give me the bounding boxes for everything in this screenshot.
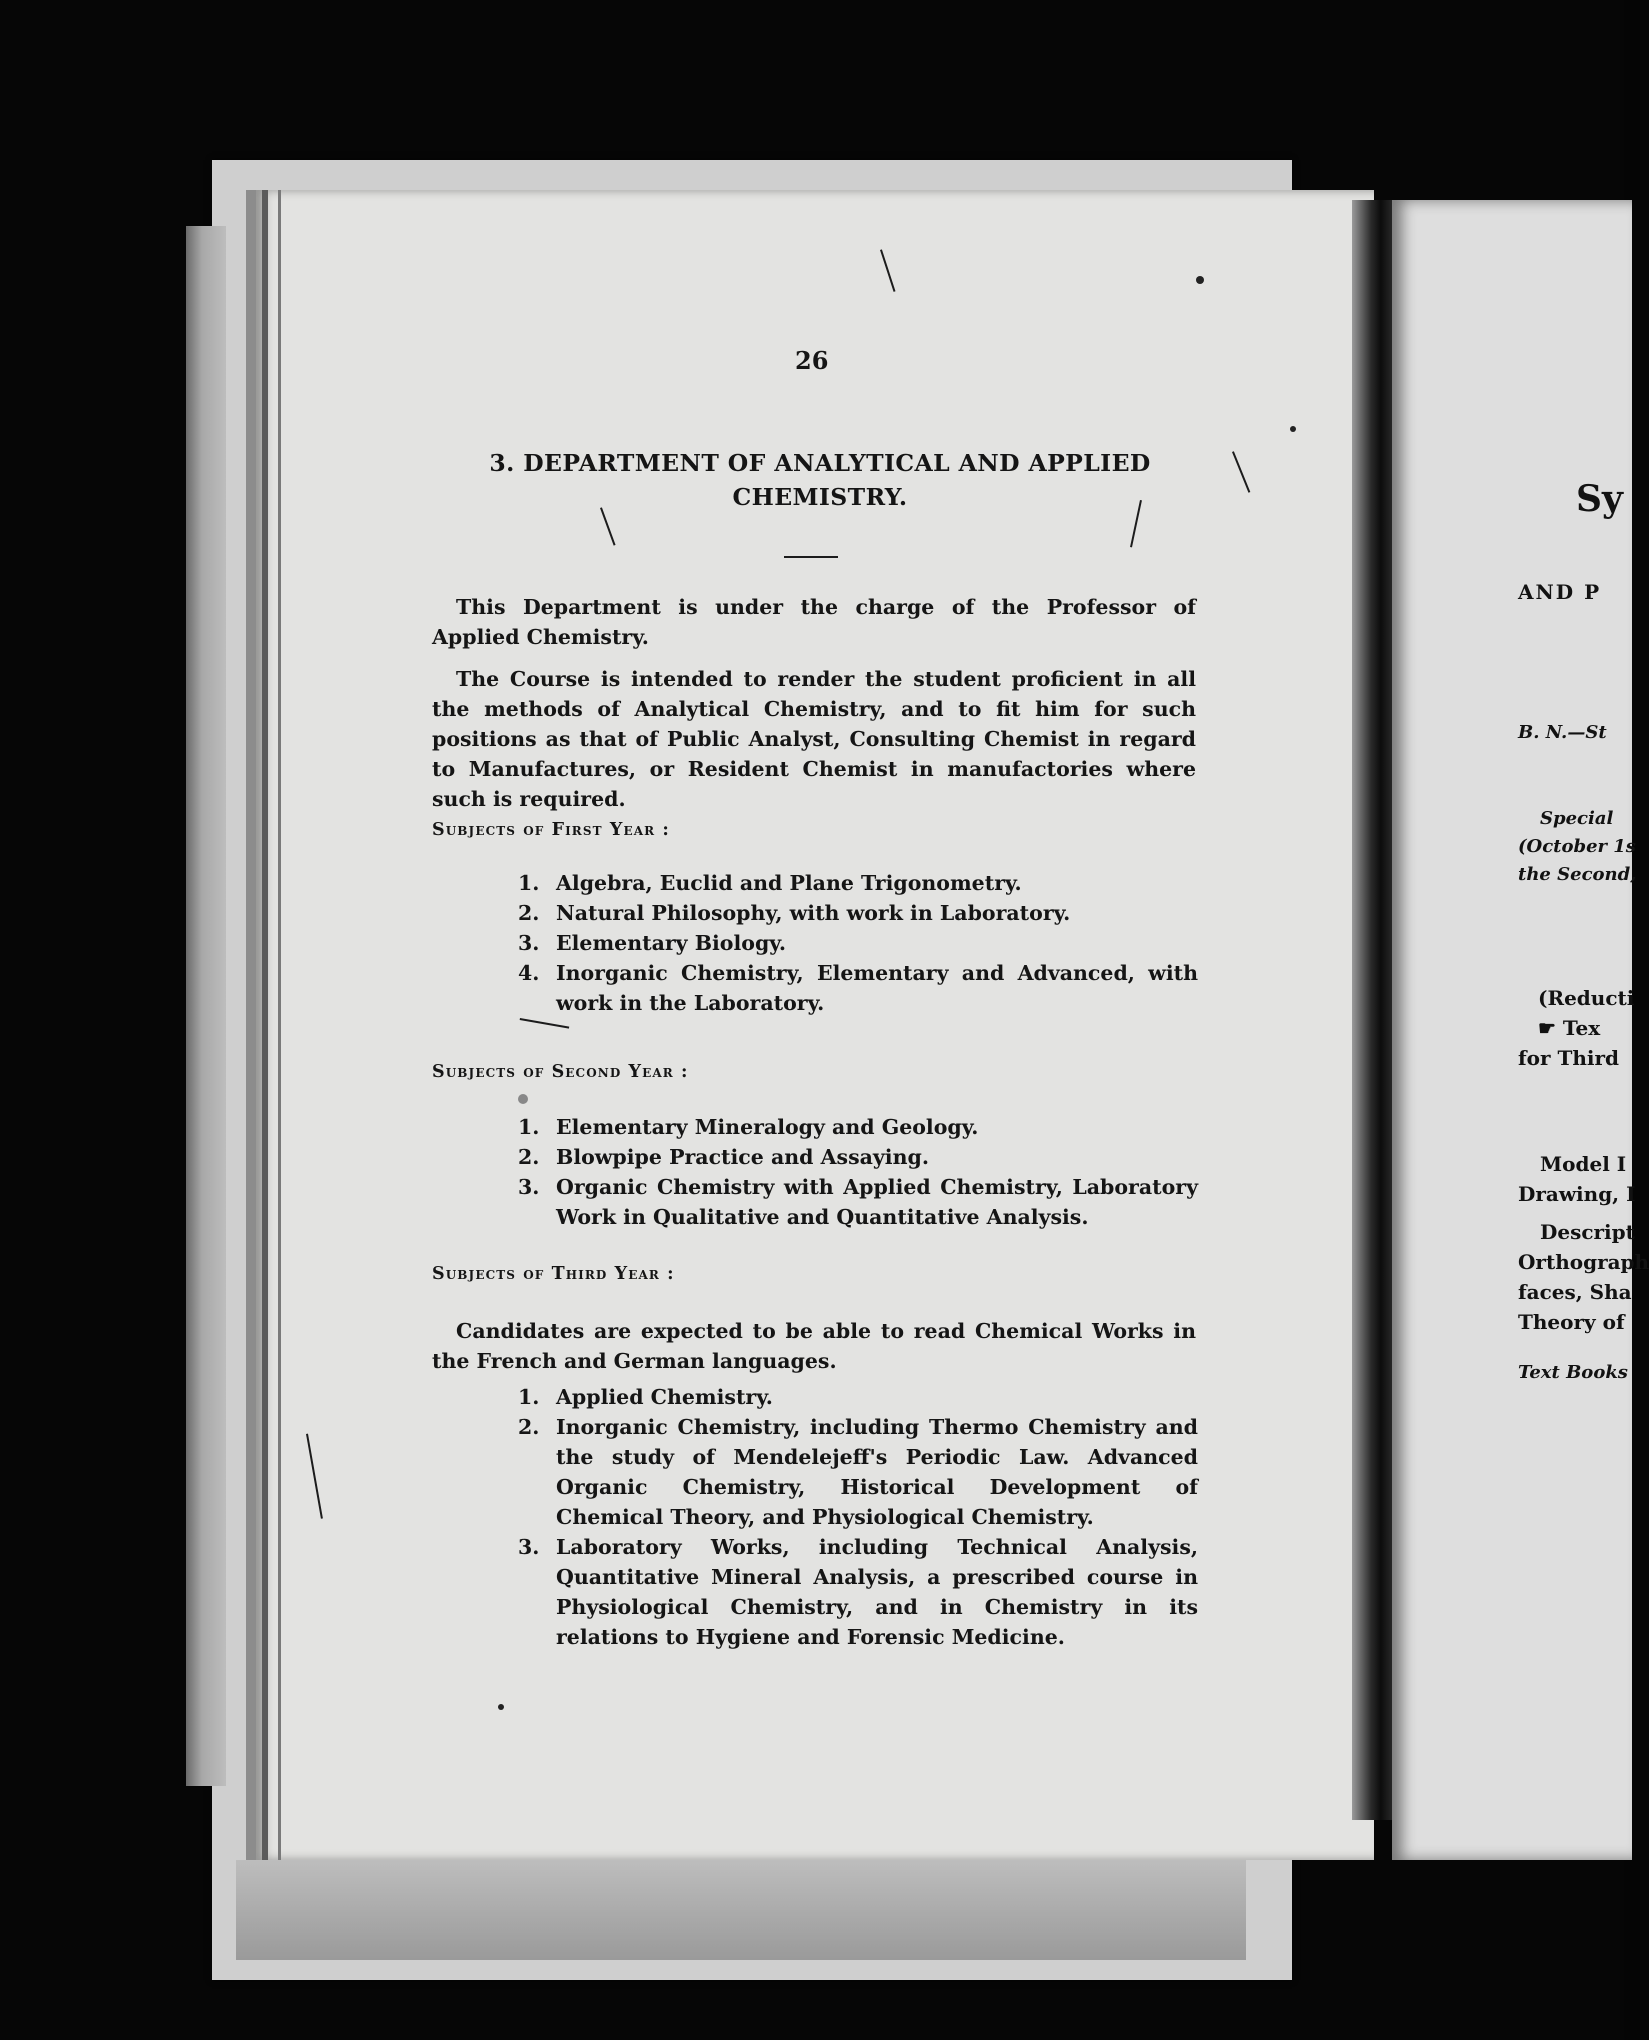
scan-speck xyxy=(498,1704,504,1710)
item-number: 1. xyxy=(518,1115,540,1139)
second-year-list xyxy=(518,1112,1198,1232)
item-number: 3. xyxy=(518,1535,540,1559)
scan-speck xyxy=(1290,426,1296,432)
list-item xyxy=(518,1532,1198,1652)
item-number: 3. xyxy=(518,1175,540,1199)
right-descript: Descript xyxy=(1540,1220,1635,1244)
second-year-heading: Subjects of Second Year : xyxy=(432,1062,689,1082)
list-item xyxy=(518,928,1198,958)
intro-paragraph-2 xyxy=(432,664,1196,814)
item-number: 4. xyxy=(518,961,540,985)
right-tex: ☛ Tex xyxy=(1538,1016,1601,1040)
scan-speck xyxy=(1196,276,1204,284)
third-year-note xyxy=(432,1316,1196,1376)
list-item xyxy=(518,1112,1198,1142)
item-text: Laboratory Works, including Technical Analysis, Quantitative Mineral Analysis, a prescribed course in Physiological Chemistry, and in Chemistry in its relations to Hygiene and Forensic Medicine. xyxy=(556,1535,1198,1649)
right-october: (October 1s xyxy=(1518,836,1636,857)
right-faces: faces, Sha xyxy=(1518,1280,1632,1304)
bottom-page-edge xyxy=(236,1860,1246,1960)
third-year-list xyxy=(518,1382,1198,1652)
third-year-heading: Subjects of Third Year : xyxy=(432,1264,675,1284)
item-text: Inorganic Chemistry, including Thermo Chemistry and the study of Mendelejeff's Periodic Law. Advanced Organic Chemistry, Historical Development of Chemical Theory, and Physiological Chemistry. xyxy=(556,1415,1198,1529)
item-text: Applied Chemistry. xyxy=(556,1385,773,1409)
page-stack-edge xyxy=(186,226,226,1786)
item-number: 1. xyxy=(518,1385,540,1409)
item-number: 2. xyxy=(518,901,540,925)
right-theory: Theory of xyxy=(1518,1310,1625,1334)
first-year-heading: Subjects of First Year : xyxy=(432,820,670,840)
right-orthograp: Orthograph xyxy=(1518,1250,1649,1274)
list-item xyxy=(518,868,1198,898)
item-text: Elementary Biology. xyxy=(556,931,786,955)
item-text: Elementary Mineralogy and Geology. xyxy=(556,1115,979,1139)
intro-paragraph-2-text: The Course is intended to render the student proficient in all the methods of Analytical Chemistry, and to fit him for such positions as that of Public Analyst, Consulting Chemist in regard to Manufactures, or Resident Chemist in manufactories where such is required. xyxy=(432,667,1196,811)
right-model: Model I xyxy=(1540,1152,1627,1176)
right-and-p: AND P xyxy=(1518,580,1602,604)
right-the-second: the Second, xyxy=(1518,864,1637,885)
item-number: 2. xyxy=(518,1145,540,1169)
item-text: Inorganic Chemistry, Elementary and Advanced, with work in the Laboratory. xyxy=(556,961,1198,1015)
third-year-note-text: Candidates are expected to be able to read Chemical Works in the French and German languages. xyxy=(432,1319,1196,1373)
department-title-line1: 3. DEPARTMENT OF ANALYTICAL AND APPLIED xyxy=(489,449,1151,477)
page-number: 26 xyxy=(795,346,829,375)
right-tex-text: Tex xyxy=(1562,1016,1601,1040)
item-text: Blowpipe Practice and Assaying. xyxy=(556,1145,929,1169)
item-number: 3. xyxy=(518,931,540,955)
right-text-books: Text Books xyxy=(1518,1362,1628,1383)
right-reducti: (Reducti xyxy=(1538,986,1635,1010)
list-item xyxy=(518,1412,1198,1532)
intro-paragraph-1 xyxy=(432,592,1196,652)
first-year-list xyxy=(518,868,1198,1018)
right-bn-st: B. N.—St xyxy=(1518,722,1607,743)
list-item xyxy=(518,958,1198,1018)
right-for-third: for Third xyxy=(1518,1046,1619,1070)
department-title xyxy=(440,446,1200,514)
intro-paragraph-1-text: This Department is under the charge of the Professor of Applied Chemistry. xyxy=(432,595,1196,649)
list-item xyxy=(518,1142,1198,1172)
right-drawing: Drawing, I xyxy=(1518,1182,1636,1206)
item-text: Algebra, Euclid and Plane Trigonometry. xyxy=(556,871,1022,895)
item-text: Organic Chemistry with Applied Chemistry, Laboratory Work in Qualitative and Quantitative Analysis. xyxy=(556,1175,1198,1229)
scan-speck xyxy=(518,1094,528,1104)
list-item xyxy=(518,1172,1198,1232)
department-title-line2: CHEMISTRY. xyxy=(732,483,908,511)
title-divider xyxy=(784,556,838,558)
item-text: Natural Philosophy, with work in Laboratory. xyxy=(556,901,1071,925)
item-number: 1. xyxy=(518,871,540,895)
right-heading-fragment: Sy xyxy=(1576,478,1623,520)
right-special: Special xyxy=(1540,808,1614,829)
item-number: 2. xyxy=(518,1415,540,1439)
list-item xyxy=(518,898,1198,928)
list-item xyxy=(518,1382,1198,1412)
